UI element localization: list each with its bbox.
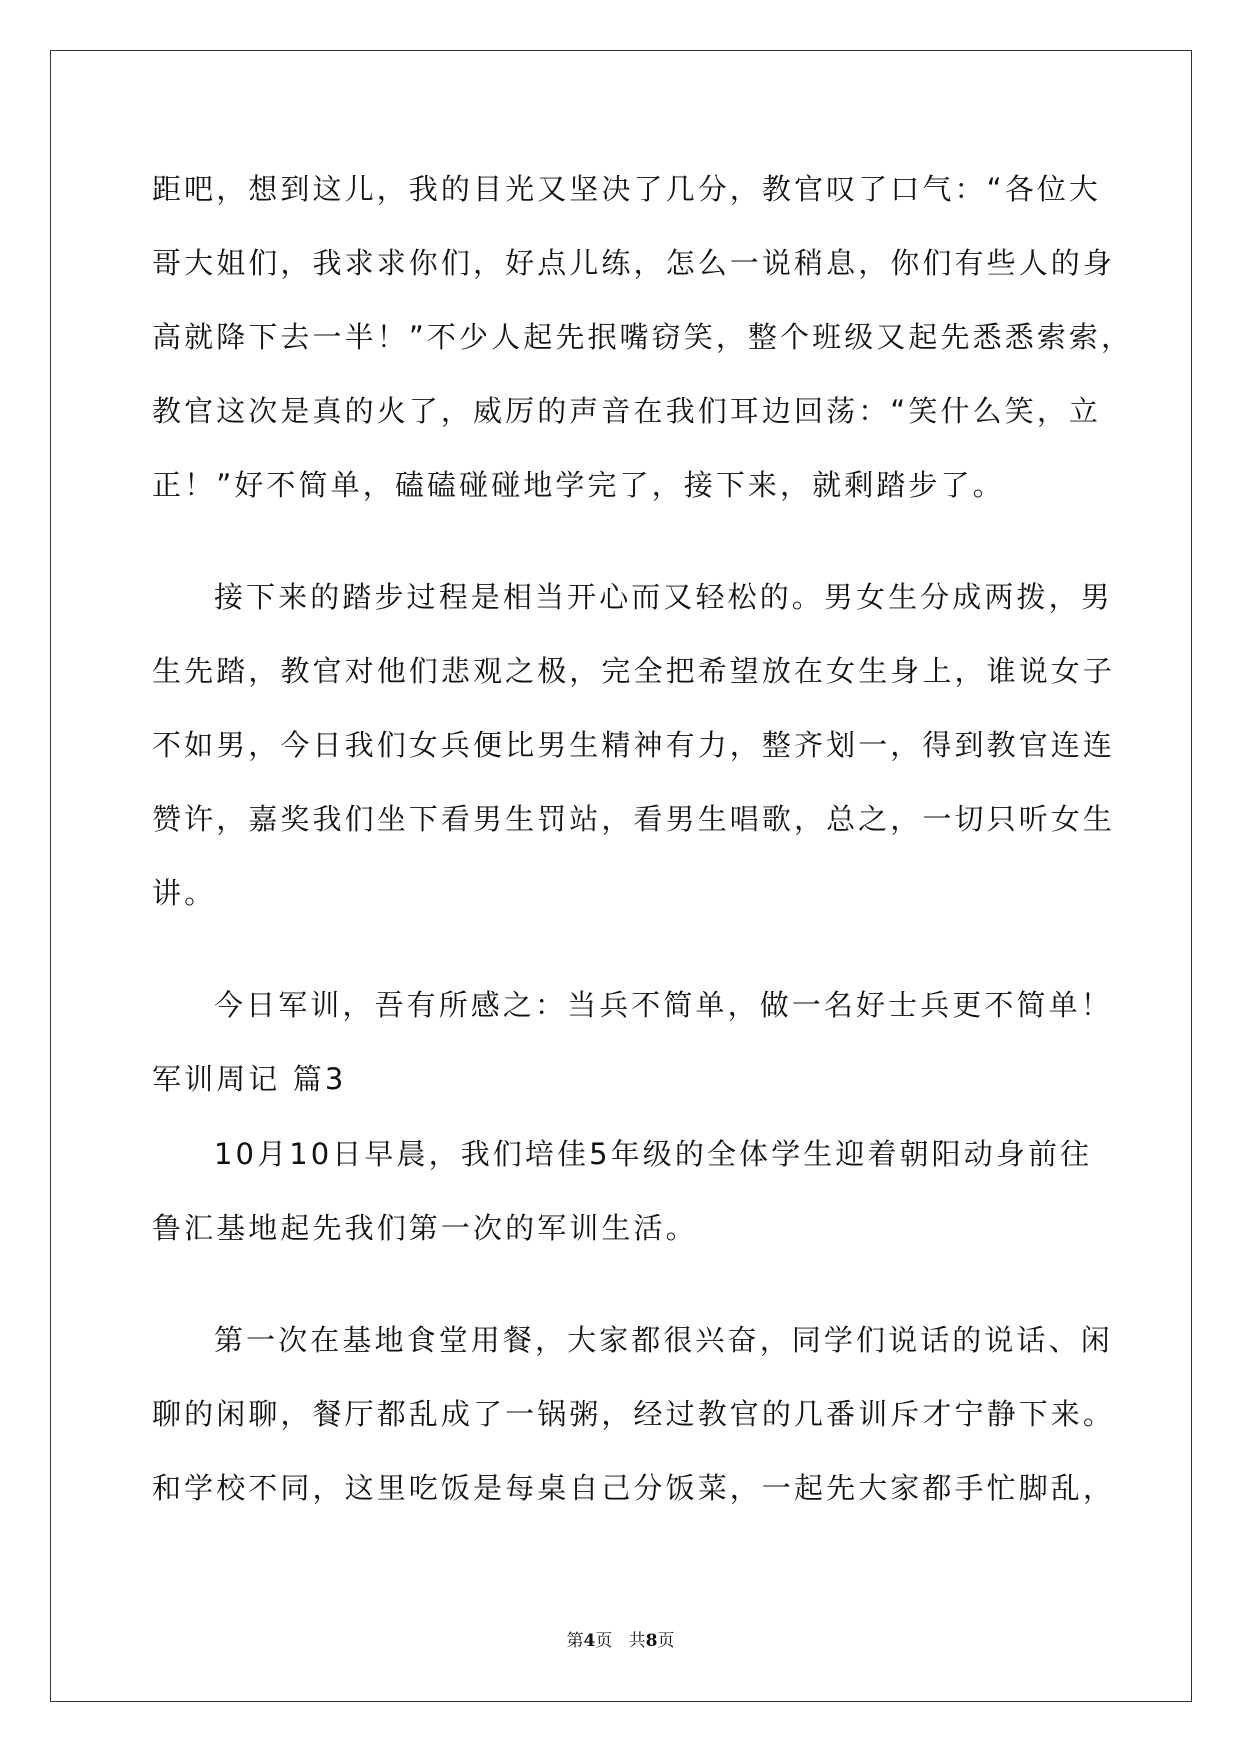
total-pages-number: 8 — [645, 1631, 658, 1651]
section-heading: 军训周记 篇3 — [152, 1062, 347, 1096]
body-line-9: 赞许，嘉奖我们坐下看男生罚站，看男生唱歌，总之，一切只听女生 — [152, 802, 1116, 836]
footer-total-unit: 页 — [657, 1631, 675, 1651]
body-line-11: 今日军训，吾有所感之：当兵不简单，做一名好士兵更不简单！ — [214, 988, 1113, 1022]
body-line-16: 和学校不同，这里吃饭是每桌自己分饭菜，一起先大家都手忙脚乱， — [152, 1471, 1116, 1505]
body-line-8: 不如男，今日我们女兵便比男生精神有力，整齐划一，得到教官连连 — [152, 728, 1116, 762]
body-line-3: 高就降下去一半！”不少人起先抿嘴窃笑，整个班级又起先悉悉索索， — [152, 320, 1134, 354]
body-line-2: 哥大姐们，我求求你们，好点儿练，怎么一说稍息，你们有些人的身 — [152, 246, 1116, 280]
body-line-7: 生先踏，教官对他们悲观之极，完全把希望放在女生身上，谁说女子 — [152, 654, 1116, 688]
footer-prefix: 第 — [566, 1631, 584, 1651]
body-line-10: 讲。 — [152, 876, 217, 910]
body-line-6: 接下来的踏步过程是相当开心而又轻松的。男女生分成两拨，男 — [214, 580, 1113, 614]
body-line-15: 聊的闲聊，餐厅都乱成了一锅粥，经过教官的几番训斥才宁静下来。 — [152, 1397, 1116, 1431]
body-line-1: 距吧，想到这儿，我的目光又坚决了几分，教官叹了口气：“各位大 — [152, 172, 1102, 206]
body-line-5: 正！”好不简单，磕磕碰碰地学完了，接下来，就剩踏步了。 — [152, 468, 1005, 502]
body-line-14: 第一次在基地食堂用餐，大家都很兴奋，同学们说话的说话、闲 — [214, 1323, 1113, 1357]
body-line-12: 10月10日早晨，我们培佳5年级的全体学生迎着朝阳动身前往 — [214, 1137, 1093, 1171]
body-line-13: 鲁汇基地起先我们第一次的军训生活。 — [152, 1211, 698, 1245]
page-border — [50, 50, 1192, 1702]
footer-page-unit: 页 — [595, 1631, 613, 1651]
current-page-number: 4 — [583, 1631, 596, 1651]
body-line-4: 教官这次是真的火了，威厉的声音在我们耳边回荡：“笑什么笑，立 — [152, 394, 1102, 428]
footer-total-prefix: 共 — [628, 1631, 646, 1651]
page-footer — [0, 1630, 1241, 1652]
